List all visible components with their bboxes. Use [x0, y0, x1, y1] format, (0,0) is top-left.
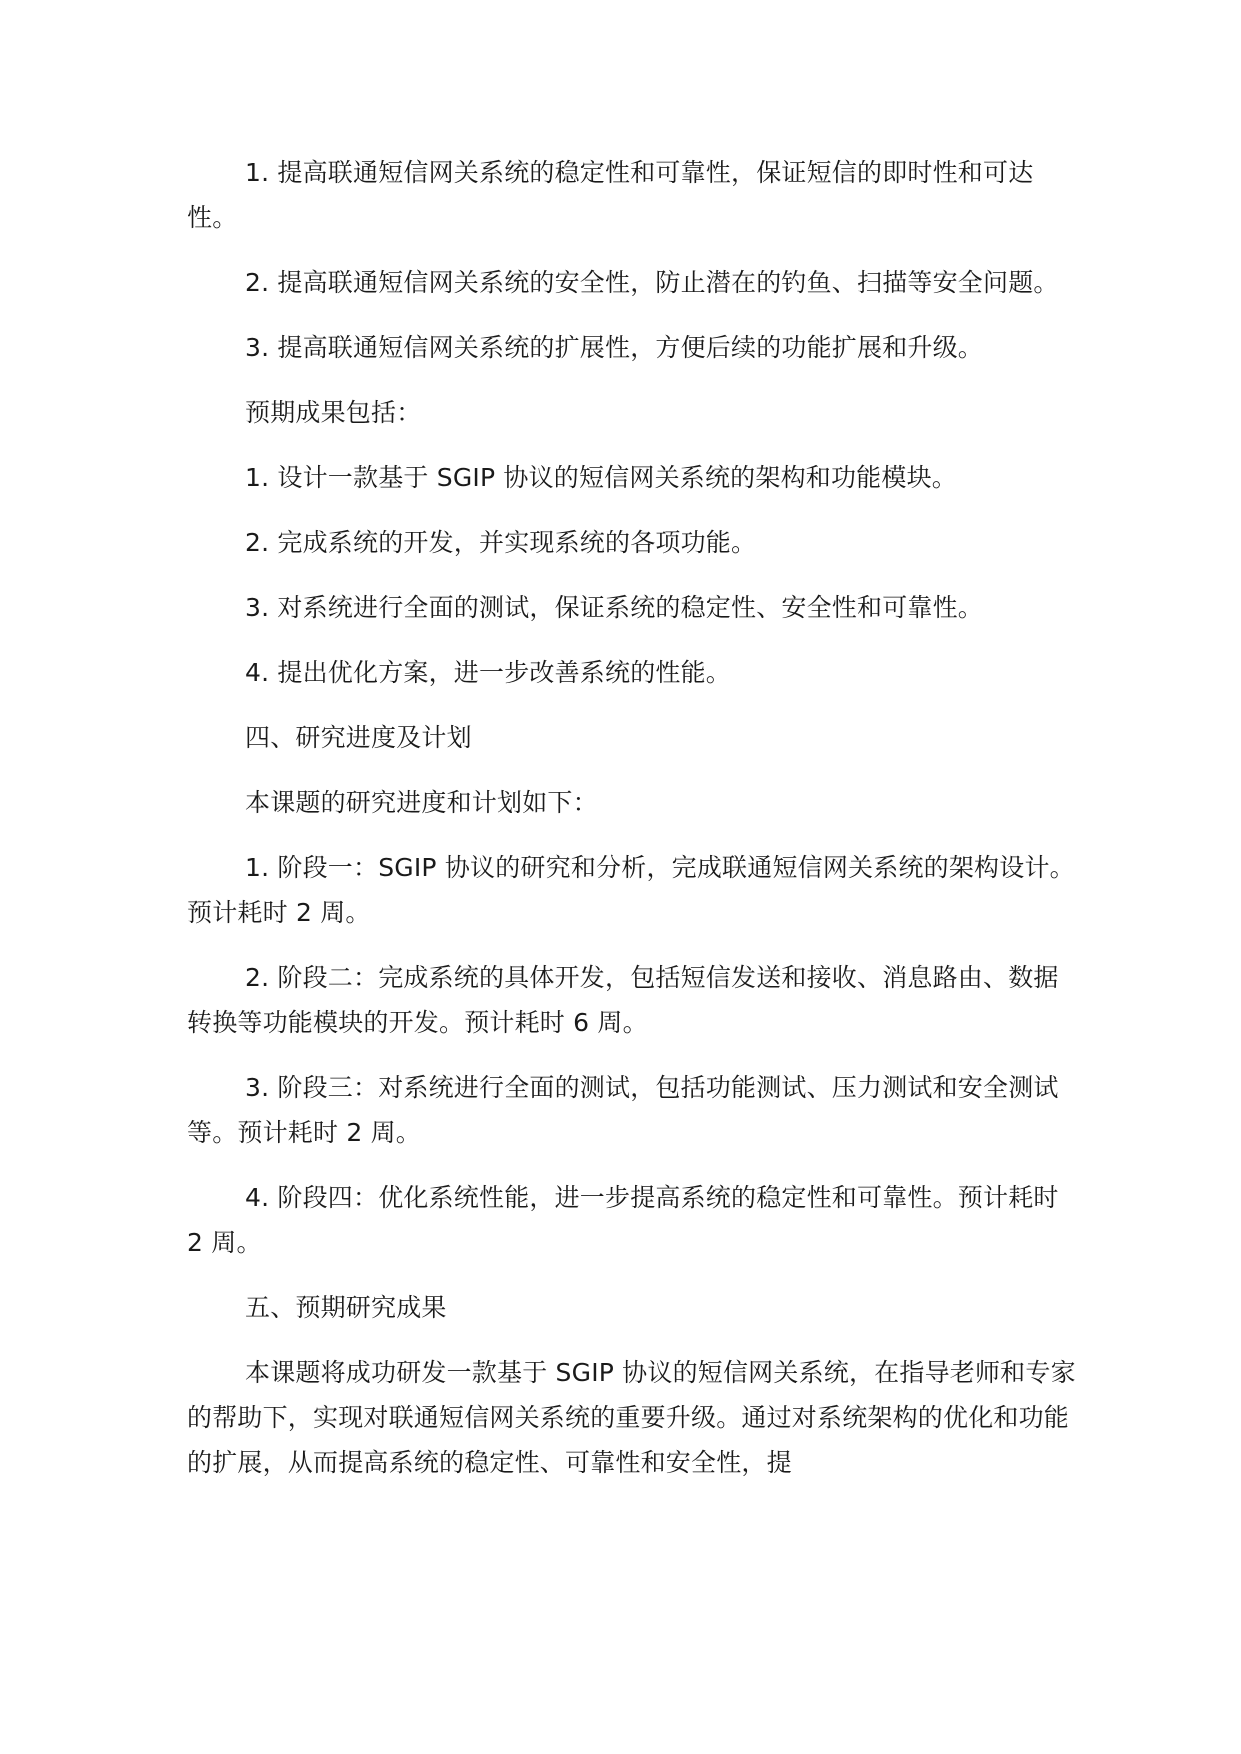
schedule-intro: 本课题的研究进度和计划如下：	[245, 788, 598, 817]
section-heading-4: 四、研究进度及计划	[245, 723, 472, 752]
document-body	[187, 150, 1082, 1505]
stage-item-2: 2. 阶段二：完成系统的具体开发，包括短信发送和接收、消息路由、数据转换等功能模块的开发。预计耗时 6 周。	[187, 963, 1059, 1037]
stage-item-4: 4. 阶段四：优化系统性能，进一步提高系统的稳定性和可靠性。预计耗时 2 周。	[187, 1183, 1059, 1257]
stage-item-3: 3. 阶段三：对系统进行全面的测试，包括功能测试、压力测试和安全测试等。预计耗时 2 周。	[187, 1073, 1059, 1147]
expected-results-intro: 预期成果包括：	[245, 398, 422, 427]
stage-item-1: 1. 阶段一：SGIP 协议的研究和分析，完成联通短信网关系统的架构设计。预计耗时 2 周。	[187, 853, 1075, 927]
result-item-3: 3. 对系统进行全面的测试，保证系统的稳定性、安全性和可靠性。	[245, 593, 984, 622]
section-heading-5: 五、预期研究成果	[245, 1293, 447, 1322]
result-item-4: 4. 提出优化方案，进一步改善系统的性能。	[245, 658, 732, 687]
goal-item-3: 3. 提高联通短信网关系统的扩展性，方便后续的功能扩展和升级。	[245, 333, 984, 362]
expected-outcome-paragraph: 本课题将成功研发一款基于 SGIP 协议的短信网关系统，在指导老师和专家的帮助下，实现对联通短信网关系统的重要升级。通过对系统架构的优化和功能的扩展，从而提高系统的稳定性、可靠性和安全性，提	[187, 1358, 1076, 1477]
goal-item-1: 1. 提高联通短信网关系统的稳定性和可靠性，保证短信的即时性和可达性。	[187, 158, 1034, 232]
result-item-2: 2. 完成系统的开发，并实现系统的各项功能。	[245, 528, 757, 557]
goal-item-2: 2. 提高联通短信网关系统的安全性，防止潜在的钓鱼、扫描等安全问题。	[245, 268, 1059, 297]
result-item-1: 1. 设计一款基于 SGIP 协议的短信网关系统的架构和功能模块。	[245, 463, 957, 492]
